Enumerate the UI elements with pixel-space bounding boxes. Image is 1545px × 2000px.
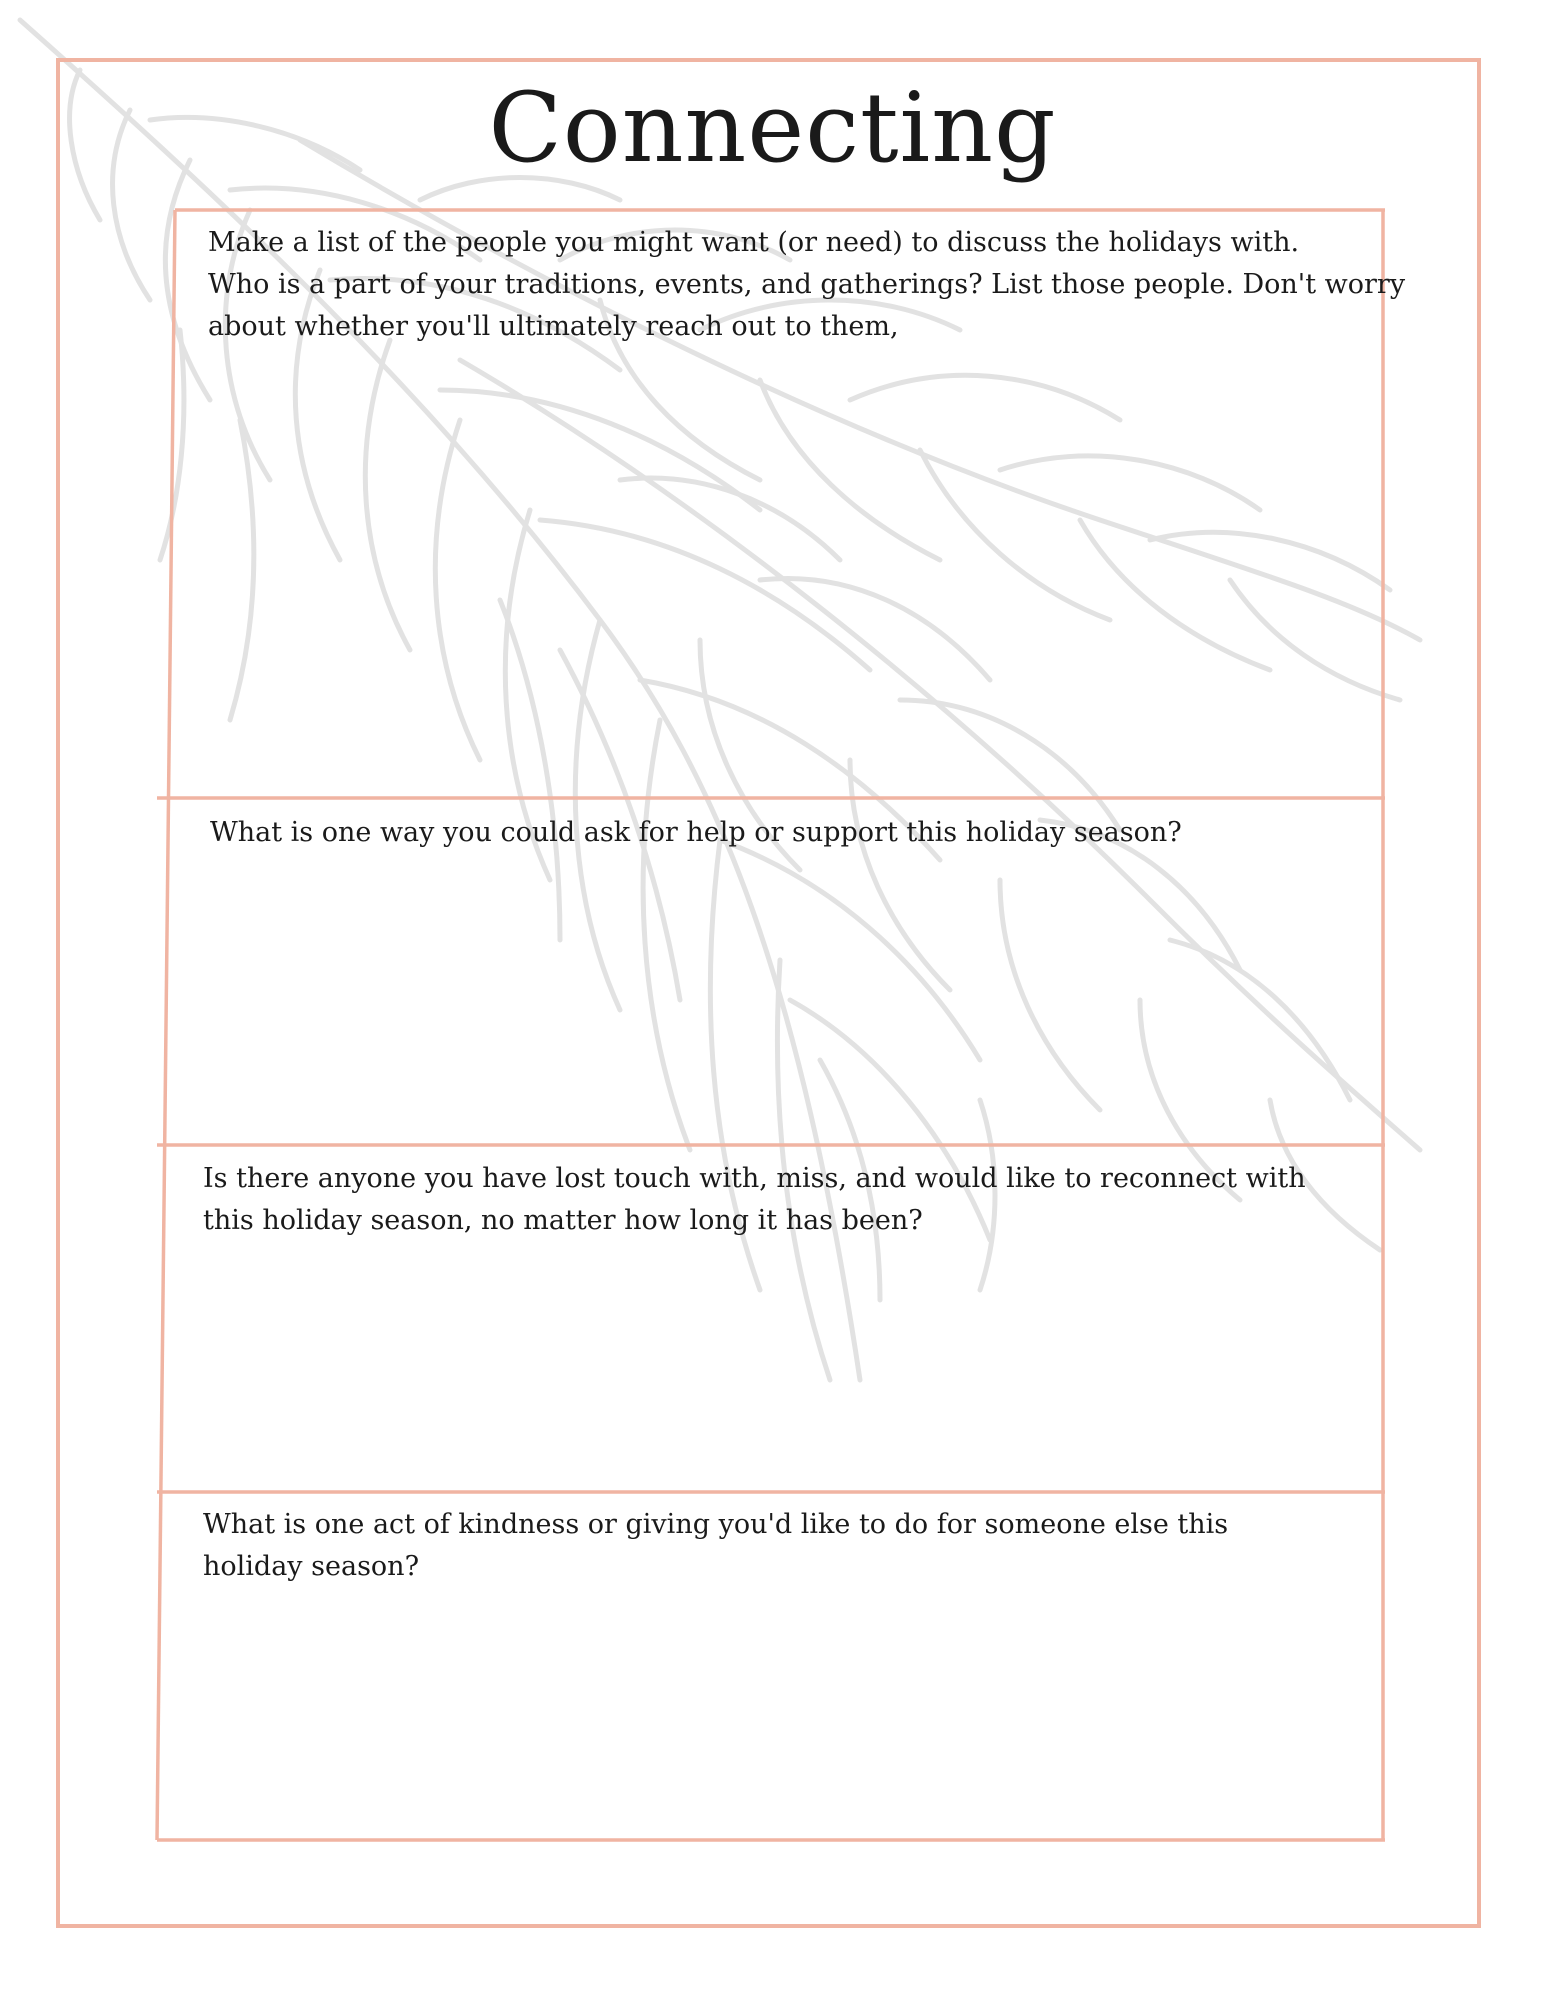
prompt-line: this holiday season, no matter how long it has been? <box>203 1205 923 1236</box>
prompt-ask-for-help <box>210 812 1360 854</box>
prompt-line: What is one act of kindness or giving you'd like to do for someone else this <box>203 1509 1229 1540</box>
prompt-line: Make a list of the people you might want (or need) to discuss the holidays with. <box>208 227 1300 258</box>
page-title: Connecting <box>488 72 1057 184</box>
prompt-act-of-kindness <box>203 1504 1353 1588</box>
prompt-line: Who is a part of your traditions, events, and gatherings? List those people. Don't worry <box>208 269 1406 300</box>
prompt-reconnect <box>203 1158 1353 1242</box>
prompt-line: about whether you'll ultimately reach out to them, <box>208 311 899 342</box>
prompt-people-list <box>208 222 1406 348</box>
prompt-line: holiday season? <box>203 1551 420 1582</box>
prompt-line: What is one way you could ask for help or support this holiday season? <box>210 817 1182 848</box>
prompt-line: Is there anyone you have lost touch with, miss, and would like to reconnect with <box>203 1163 1306 1194</box>
